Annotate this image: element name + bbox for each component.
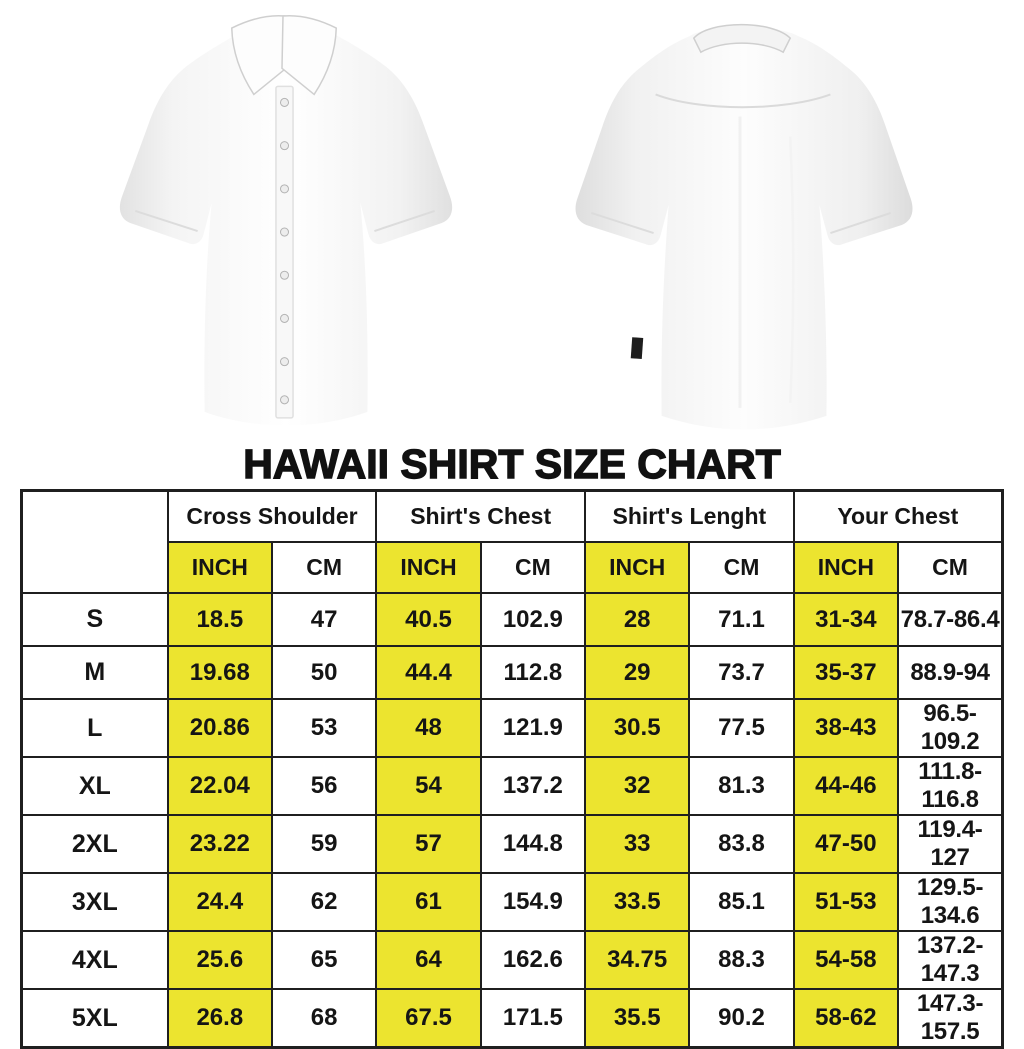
table-row (22, 815, 1003, 873)
cm-value-cell: 78.7-86.4 (898, 593, 1002, 646)
cm-value-cell: 129.5-134.6 (898, 873, 1002, 931)
shirt-front-image (79, 6, 489, 438)
table-row (22, 646, 1003, 699)
unit-header-inch: INCH (585, 542, 689, 593)
unit-header-inch: INCH (376, 542, 480, 593)
inch-value-cell: 33 (585, 815, 689, 873)
inch-value-cell: 38-43 (794, 699, 898, 757)
inch-value-cell: 20.86 (168, 699, 272, 757)
unit-header-cm: CM (272, 542, 376, 593)
size-label: S (22, 593, 168, 646)
cm-value-cell: 154.9 (481, 873, 585, 931)
unit-header-inch: INCH (168, 542, 272, 593)
inch-value-cell: 28 (585, 593, 689, 646)
shirt-back-image (535, 6, 945, 438)
table-row (22, 873, 1003, 931)
group-header-row (22, 491, 1003, 543)
inch-value-cell: 44.4 (376, 646, 480, 699)
size-chart-table (20, 489, 1004, 1049)
shirt-back-body (576, 27, 913, 429)
inch-value-cell: 22.04 (168, 757, 272, 815)
table-row (22, 931, 1003, 989)
cm-value-cell: 73.7 (689, 646, 793, 699)
cm-value-cell: 111.8-116.8 (898, 757, 1002, 815)
size-label: M (22, 646, 168, 699)
inch-value-cell: 26.8 (168, 989, 272, 1048)
inch-value-cell: 47-50 (794, 815, 898, 873)
table-row (22, 757, 1003, 815)
table-header (22, 491, 1003, 594)
cm-value-cell: 88.9-94 (898, 646, 1002, 699)
cm-value-cell: 62 (272, 873, 376, 931)
inch-value-cell: 19.68 (168, 646, 272, 699)
inch-value-cell: 31-34 (794, 593, 898, 646)
table-row (22, 989, 1003, 1048)
page-title: HAWAII SHIRT SIZE CHART (243, 441, 781, 487)
cm-value-cell: 137.2 (481, 757, 585, 815)
inch-value-cell: 61 (376, 873, 480, 931)
size-label: 3XL (22, 873, 168, 931)
cm-value-cell: 47 (272, 593, 376, 646)
cm-value-cell: 88.3 (689, 931, 793, 989)
cm-value-cell: 102.9 (481, 593, 585, 646)
group-header-cross-shoulder: Cross Shoulder (168, 491, 377, 543)
size-label: 4XL (22, 931, 168, 989)
cm-value-cell: 96.5-109.2 (898, 699, 1002, 757)
side-tag (631, 337, 643, 359)
cm-value-cell: 50 (272, 646, 376, 699)
cm-value-cell: 71.1 (689, 593, 793, 646)
inch-value-cell: 51-53 (794, 873, 898, 931)
cm-value-cell: 77.5 (689, 699, 793, 757)
inch-value-cell: 23.22 (168, 815, 272, 873)
cm-value-cell: 112.8 (481, 646, 585, 699)
unit-header-row (22, 542, 1003, 593)
inch-value-cell: 48 (376, 699, 480, 757)
inch-value-cell: 54 (376, 757, 480, 815)
cm-value-cell: 83.8 (689, 815, 793, 873)
cm-value-cell: 137.2-147.3 (898, 931, 1002, 989)
size-label: XL (22, 757, 168, 815)
inch-value-cell: 33.5 (585, 873, 689, 931)
shirt-images (0, 0, 1024, 446)
cm-value-cell: 68 (272, 989, 376, 1048)
cm-value-cell: 144.8 (481, 815, 585, 873)
inch-value-cell: 35.5 (585, 989, 689, 1048)
cm-value-cell: 65 (272, 931, 376, 989)
inch-value-cell: 18.5 (168, 593, 272, 646)
inch-value-cell: 58-62 (794, 989, 898, 1048)
cm-value-cell: 59 (272, 815, 376, 873)
cm-value-cell: 119.4-127 (898, 815, 1002, 873)
inch-value-cell: 24.4 (168, 873, 272, 931)
size-rows (22, 593, 1003, 1048)
group-header-your-chest: Your Chest (794, 491, 1003, 543)
inch-value-cell: 35-37 (794, 646, 898, 699)
table-row (22, 593, 1003, 646)
cm-value-cell: 171.5 (481, 989, 585, 1048)
inch-value-cell: 44-46 (794, 757, 898, 815)
cm-value-cell: 81.3 (689, 757, 793, 815)
inch-value-cell: 25.6 (168, 931, 272, 989)
unit-header-cm: CM (898, 542, 1002, 593)
unit-header-cm: CM (481, 542, 585, 593)
inch-value-cell: 34.75 (585, 931, 689, 989)
inch-value-cell: 64 (376, 931, 480, 989)
inch-value-cell: 40.5 (376, 593, 480, 646)
unit-header-cm: CM (689, 542, 793, 593)
table-row (22, 699, 1003, 757)
inch-value-cell: 32 (585, 757, 689, 815)
corner-cell (22, 491, 168, 594)
size-label: 5XL (22, 989, 168, 1048)
inch-value-cell: 29 (585, 646, 689, 699)
cm-value-cell: 162.6 (481, 931, 585, 989)
inch-value-cell: 30.5 (585, 699, 689, 757)
inch-value-cell: 67.5 (376, 989, 480, 1048)
cm-value-cell: 90.2 (689, 989, 793, 1048)
cm-value-cell: 147.3-157.5 (898, 989, 1002, 1048)
cm-value-cell: 121.9 (481, 699, 585, 757)
cm-value-cell: 53 (272, 699, 376, 757)
cm-value-cell: 56 (272, 757, 376, 815)
cm-value-cell: 85.1 (689, 873, 793, 931)
unit-header-inch: INCH (794, 542, 898, 593)
group-header-shirts-lenght: Shirt's Lenght (585, 491, 794, 543)
inch-value-cell: 57 (376, 815, 480, 873)
size-label: 2XL (22, 815, 168, 873)
group-header-shirts-chest: Shirt's Chest (376, 491, 585, 543)
button-placket (276, 86, 293, 418)
size-label: L (22, 699, 168, 757)
inch-value-cell: 54-58 (794, 931, 898, 989)
